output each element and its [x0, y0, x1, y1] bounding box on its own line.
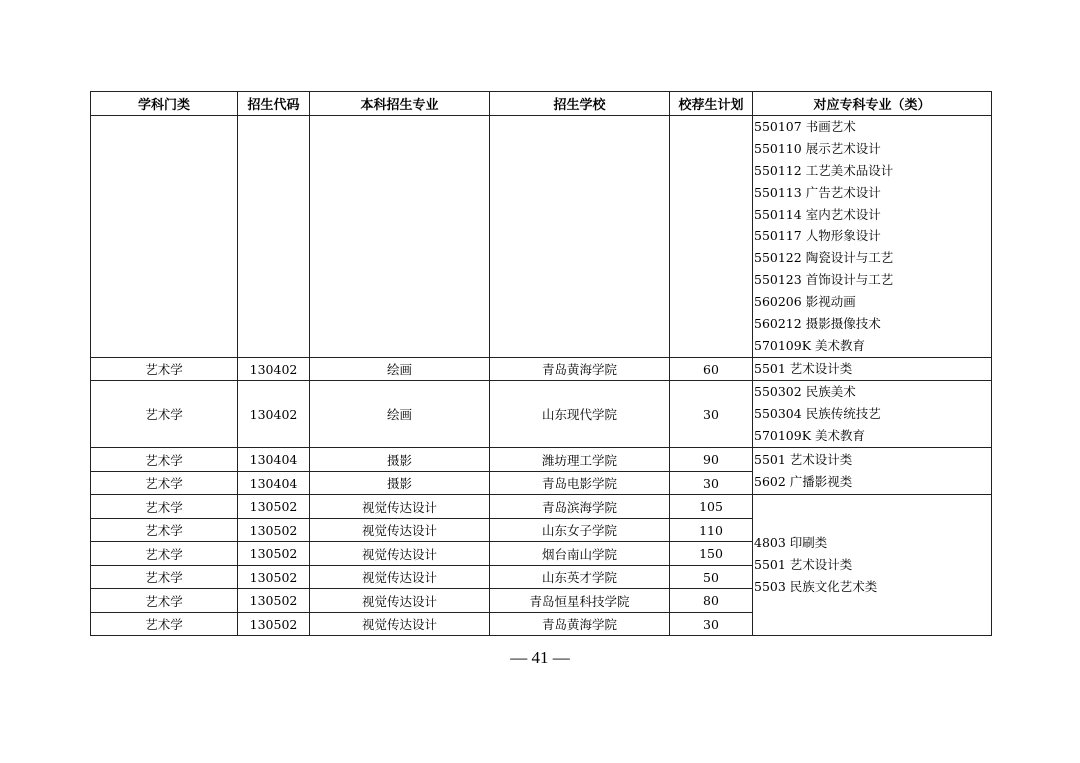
cell-major: 视觉传达设计: [310, 589, 490, 613]
cell-school: 青岛恒星科技学院: [490, 589, 670, 613]
cell-plan: 80: [670, 589, 753, 613]
cell-school: 潍坊理工学院: [490, 448, 670, 472]
header-row: [91, 92, 992, 116]
specialty-item: 560212 摄影摄像技术: [754, 316, 881, 332]
specialty-item: 5602 广播影视类: [754, 474, 853, 490]
cell-major: 绘画: [310, 357, 490, 381]
cell-code: 130404: [238, 448, 310, 472]
cell-school: 山东现代学院: [490, 381, 670, 448]
cell-code: 130502: [238, 542, 310, 566]
table-row-continuation: [91, 116, 992, 358]
cell-school: 山东英才学院: [490, 565, 670, 589]
cell-plan: 30: [670, 381, 753, 448]
specialty-item: 570109K 美术教育: [754, 337, 866, 353]
header-plan: 校荐生计划: [670, 92, 753, 116]
cell-category: 艺术学: [91, 542, 238, 566]
cell-code: 130402: [238, 381, 310, 448]
enrollment-table: [90, 91, 992, 636]
specialty-item: 550112 工艺美术品设计: [754, 162, 894, 178]
specialty-item: 550122 陶瓷设计与工艺: [754, 250, 894, 266]
cell-plan: 30: [670, 471, 753, 495]
header-code: 招生代码: [238, 92, 310, 116]
cell-code: 130502: [238, 612, 310, 636]
cell-plan: 90: [670, 448, 753, 472]
cell-category: 艺术学: [91, 518, 238, 542]
cell-plan: 50: [670, 565, 753, 589]
specialty-item: 550123 首饰设计与工艺: [754, 272, 894, 288]
cell-category: 艺术学: [91, 471, 238, 495]
specialty-item: 5503 民族文化艺术类: [754, 579, 878, 595]
cell-major: 视觉传达设计: [310, 565, 490, 589]
specialty-item: 550114 室内艺术设计: [754, 206, 881, 222]
cell-category: 艺术学: [91, 495, 238, 519]
cell-category: 艺术学: [91, 448, 238, 472]
cell-category: 艺术学: [91, 612, 238, 636]
cell-major: 视觉传达设计: [310, 612, 490, 636]
specialty-item: 550304 民族传统技艺: [754, 406, 881, 422]
cell-major: 视觉传达设计: [310, 518, 490, 542]
specialty-item: 550113 广告艺术设计: [754, 184, 881, 200]
cell-major: 视觉传达设计: [310, 542, 490, 566]
cell-school: 青岛黄海学院: [490, 612, 670, 636]
specialty-list: [753, 116, 992, 358]
table-row: [91, 381, 992, 448]
cell-code: 130502: [238, 565, 310, 589]
cell-plan: 105: [670, 495, 753, 519]
specialty-item: 560206 影视动画: [754, 294, 856, 310]
table-row: [91, 448, 992, 472]
specialty-item: 5501 艺术设计类: [754, 557, 853, 573]
cell-major: 绘画: [310, 381, 490, 448]
specialty-item: 550302 民族美术: [754, 384, 856, 400]
cell-code: 130404: [238, 471, 310, 495]
cell-school: 烟台南山学院: [490, 542, 670, 566]
table-row: [91, 495, 992, 519]
cell-code: 130502: [238, 589, 310, 613]
cell-category: 艺术学: [91, 565, 238, 589]
cell-category: 艺术学: [91, 589, 238, 613]
cell-category: 艺术学: [91, 381, 238, 448]
specialty-item: 5501 艺术设计类: [754, 452, 853, 468]
cell-school: 青岛黄海学院: [490, 357, 670, 381]
specialty-list: [753, 357, 992, 381]
cell-plan: 110: [670, 518, 753, 542]
cell-major: 摄影: [310, 471, 490, 495]
table-row: [91, 357, 992, 381]
cell-plan: 60: [670, 357, 753, 381]
specialty-list: [753, 448, 992, 495]
cell-code: 130402: [238, 357, 310, 381]
header-specialty: 对应专科专业（类）: [753, 92, 992, 116]
header-major: 本科招生专业: [310, 92, 490, 116]
cell-school: 山东女子学院: [490, 518, 670, 542]
cell-school: 青岛电影学院: [490, 471, 670, 495]
cell-major: 摄影: [310, 448, 490, 472]
header-category: 学科门类: [91, 92, 238, 116]
cell-plan: 30: [670, 612, 753, 636]
specialty-list: [753, 381, 992, 448]
specialty-item: 5501 艺术设计类: [754, 361, 853, 377]
specialty-item: 570109K 美术教育: [754, 428, 866, 444]
cell-plan: 150: [670, 542, 753, 566]
cell-school: 青岛滨海学院: [490, 495, 670, 519]
specialty-item: 550117 人物形象设计: [754, 228, 881, 244]
specialty-list: [753, 495, 992, 636]
specialty-item: 4803 印刷类: [754, 535, 828, 551]
cell-code: 130502: [238, 518, 310, 542]
cell-major: 视觉传达设计: [310, 495, 490, 519]
page-number: — 41 —: [510, 648, 570, 667]
specialty-item: 550110 展示艺术设计: [754, 140, 881, 156]
cell-category: 艺术学: [91, 357, 238, 381]
specialty-item: 550107 书画艺术: [754, 119, 856, 134]
cell-code: 130502: [238, 495, 310, 519]
header-school: 招生学校: [490, 92, 670, 116]
